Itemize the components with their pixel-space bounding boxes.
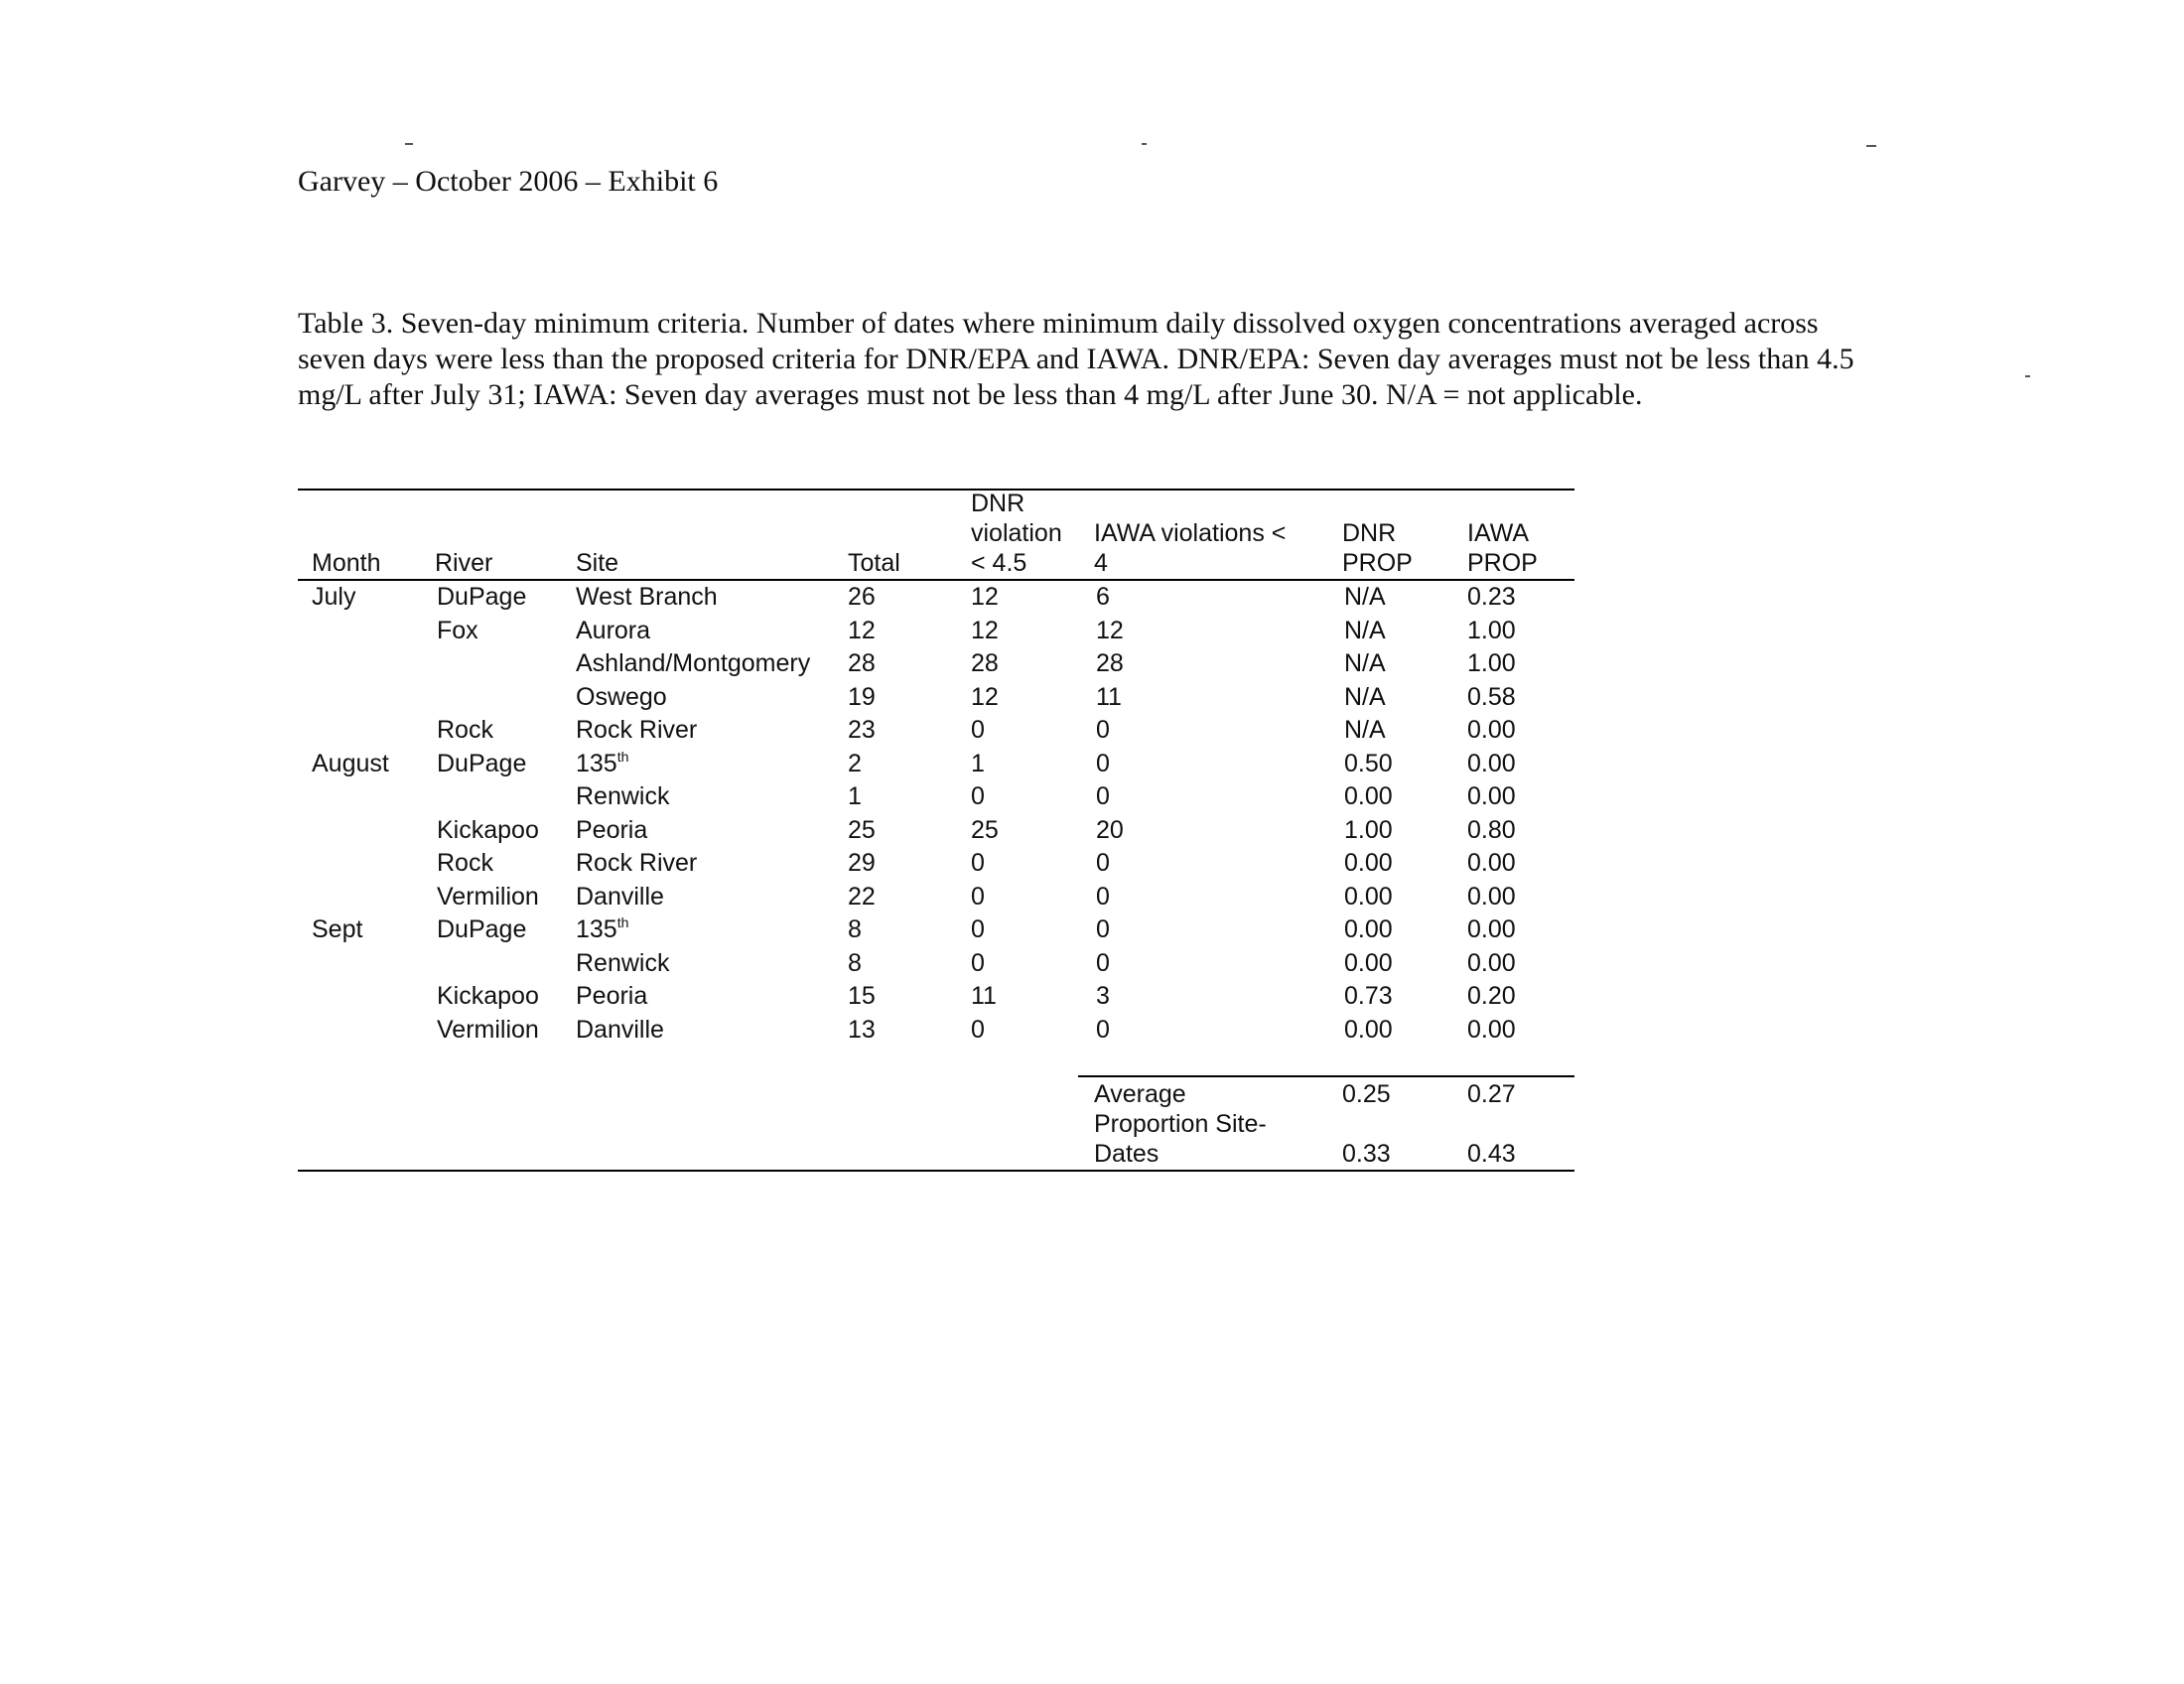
cell-iawa-prop: 0.58 bbox=[1467, 682, 1516, 711]
cell-iawa-violations: 0 bbox=[1096, 849, 1110, 877]
summary-proportion-dnr: 0.33 bbox=[1342, 1140, 1391, 1168]
col-header-line: violation bbox=[971, 519, 1062, 547]
cell-iawa-violations: 3 bbox=[1096, 982, 1110, 1010]
cell-dnr-violation: 0 bbox=[971, 948, 985, 977]
site-name: 135 bbox=[576, 915, 617, 943]
table-bottom-rule bbox=[298, 1170, 1574, 1172]
col-header-river: River bbox=[435, 549, 493, 577]
cell-iawa-prop: 0.00 bbox=[1467, 1015, 1516, 1044]
cell-total: 15 bbox=[848, 982, 876, 1010]
summary-average-iawa: 0.27 bbox=[1467, 1080, 1516, 1108]
cell-total: 26 bbox=[848, 583, 876, 611]
page-header: Garvey – October 2006 – Exhibit 6 bbox=[298, 165, 719, 198]
col-header-line: 4 bbox=[1094, 549, 1108, 577]
cell-iawa-violations: 11 bbox=[1096, 682, 1122, 711]
cell-river: DuPage bbox=[437, 749, 527, 777]
cell-total: 19 bbox=[848, 682, 876, 711]
cell-dnr-violation: 0 bbox=[971, 782, 985, 810]
cell-dnr-violation: 0 bbox=[971, 716, 985, 744]
summary-rule bbox=[1078, 1075, 1574, 1077]
cell-iawa-prop: 0.00 bbox=[1467, 749, 1516, 777]
cell-dnr-prop: N/A bbox=[1344, 616, 1386, 644]
cell-total: 13 bbox=[848, 1015, 876, 1044]
cell-iawa-violations: 28 bbox=[1096, 649, 1124, 677]
scan-speck bbox=[2025, 375, 2030, 377]
cell-site: Rock River bbox=[576, 849, 698, 877]
cell-iawa-prop: 0.00 bbox=[1467, 915, 1516, 943]
cell-iawa-violations: 0 bbox=[1096, 882, 1110, 911]
cell-iawa-prop: 1.00 bbox=[1467, 649, 1516, 677]
cell-total: 28 bbox=[848, 649, 876, 677]
cell-dnr-prop: 0.00 bbox=[1344, 1015, 1393, 1044]
col-header-line: < 4.5 bbox=[971, 549, 1027, 577]
cell-site: Oswego bbox=[576, 682, 667, 711]
cell-iawa-violations: 0 bbox=[1096, 1015, 1110, 1044]
cell-site: Danville bbox=[576, 1015, 664, 1044]
cell-dnr-violation: 25 bbox=[971, 815, 999, 844]
col-header-line: PROP bbox=[1467, 549, 1538, 577]
col-header-line: PROP bbox=[1342, 549, 1413, 577]
caption-line: mg/L after July 31; IAWA: Seven day averages must not be less than 4 mg/L after June 30. N/A = not applicable. bbox=[298, 378, 1643, 411]
cell-site: Danville bbox=[576, 882, 664, 911]
cell-iawa-prop: 0.00 bbox=[1467, 849, 1516, 877]
col-header-site: Site bbox=[576, 549, 619, 577]
cell-total: 2 bbox=[848, 749, 862, 777]
cell-total: 29 bbox=[848, 849, 876, 877]
cell-site: Aurora bbox=[576, 616, 651, 644]
cell-month: August bbox=[312, 749, 389, 777]
ordinal-suffix: th bbox=[616, 748, 629, 765]
header-rule bbox=[298, 579, 1574, 581]
summary-average-dnr: 0.25 bbox=[1342, 1080, 1391, 1108]
summary-proportion-label: Proportion Site- bbox=[1094, 1110, 1267, 1138]
col-header-line: IAWA violations < bbox=[1094, 519, 1287, 547]
caption-line: seven days were less than the proposed criteria for DNR/EPA and IAWA. DNR/EPA: Seven day averages must not be less than 4.5 bbox=[298, 343, 1854, 375]
cell-river: Vermilion bbox=[437, 882, 539, 911]
cell-site bbox=[576, 914, 628, 944]
cell-iawa-violations: 0 bbox=[1096, 782, 1110, 810]
cell-dnr-prop: 0.00 bbox=[1344, 882, 1393, 911]
cell-river: Rock bbox=[437, 849, 493, 877]
cell-dnr-violation: 11 bbox=[971, 982, 997, 1010]
col-header-iawa-prop bbox=[1467, 518, 1538, 578]
cell-site: West Branch bbox=[576, 583, 718, 611]
cell-dnr-violation: 0 bbox=[971, 915, 985, 943]
col-header-line: DNR bbox=[1342, 519, 1397, 547]
cell-iawa-prop: 0.00 bbox=[1467, 882, 1516, 911]
cell-dnr-violation: 28 bbox=[971, 649, 999, 677]
cell-river: DuPage bbox=[437, 583, 527, 611]
cell-month: Sept bbox=[312, 915, 363, 943]
cell-total: 8 bbox=[848, 948, 862, 977]
cell-iawa-prop: 0.80 bbox=[1467, 815, 1516, 844]
table-top-rule bbox=[298, 489, 1574, 491]
cell-river: Vermilion bbox=[437, 1015, 539, 1044]
cell-iawa-prop: 1.00 bbox=[1467, 616, 1516, 644]
cell-dnr-prop: N/A bbox=[1344, 682, 1386, 711]
cell-river: Rock bbox=[437, 716, 493, 744]
cell-dnr-violation: 1 bbox=[971, 749, 985, 777]
cell-site: Renwick bbox=[576, 782, 670, 810]
cell-dnr-prop: 0.00 bbox=[1344, 782, 1393, 810]
caption-line: Table 3. Seven-day minimum criteria. Number of dates where minimum daily dissolved oxygen concentrations averaged across bbox=[298, 307, 1819, 340]
cell-site: Rock River bbox=[576, 716, 698, 744]
cell-total: 1 bbox=[848, 782, 862, 810]
cell-river: Kickapoo bbox=[437, 982, 539, 1010]
ordinal-suffix: th bbox=[616, 914, 629, 930]
col-header-line: IAWA bbox=[1467, 519, 1530, 547]
cell-dnr-prop: 0.00 bbox=[1344, 948, 1393, 977]
col-header-total: Total bbox=[848, 549, 900, 577]
cell-iawa-violations: 0 bbox=[1096, 749, 1110, 777]
table-caption bbox=[298, 306, 1985, 413]
cell-river: Kickapoo bbox=[437, 815, 539, 844]
cell-dnr-violation: 0 bbox=[971, 1015, 985, 1044]
cell-dnr-prop: 0.73 bbox=[1344, 982, 1393, 1010]
cell-iawa-prop: 0.00 bbox=[1467, 782, 1516, 810]
cell-month: July bbox=[312, 583, 356, 611]
cell-dnr-prop: 0.50 bbox=[1344, 749, 1393, 777]
cell-site: Peoria bbox=[576, 815, 648, 844]
cell-total: 8 bbox=[848, 915, 862, 943]
cell-dnr-prop: N/A bbox=[1344, 649, 1386, 677]
cell-site: Renwick bbox=[576, 948, 670, 977]
col-header-dnr-prop bbox=[1342, 518, 1413, 578]
cell-dnr-violation: 0 bbox=[971, 849, 985, 877]
site-name: 135 bbox=[576, 749, 617, 777]
cell-iawa-prop: 0.20 bbox=[1467, 982, 1516, 1010]
col-header-iawa-violations bbox=[1094, 518, 1286, 578]
cell-total: 22 bbox=[848, 882, 876, 911]
cell-iawa-violations: 0 bbox=[1096, 716, 1110, 744]
col-header-dnr-violation bbox=[971, 489, 1062, 578]
cell-dnr-violation: 12 bbox=[971, 682, 999, 711]
cell-total: 23 bbox=[848, 716, 876, 744]
col-header-month: Month bbox=[312, 549, 381, 577]
summary-proportion-iawa: 0.43 bbox=[1467, 1140, 1516, 1168]
cell-dnr-violation: 12 bbox=[971, 583, 999, 611]
cell-total: 12 bbox=[848, 616, 876, 644]
col-header-line: DNR bbox=[971, 490, 1025, 517]
cell-dnr-prop: 0.00 bbox=[1344, 849, 1393, 877]
cell-iawa-prop: 0.00 bbox=[1467, 716, 1516, 744]
cell-iawa-violations: 12 bbox=[1096, 616, 1124, 644]
cell-iawa-violations: 6 bbox=[1096, 583, 1110, 611]
cell-dnr-prop: 1.00 bbox=[1344, 815, 1393, 844]
cell-dnr-violation: 12 bbox=[971, 616, 999, 644]
cell-total: 25 bbox=[848, 815, 876, 844]
cell-dnr-prop: N/A bbox=[1344, 716, 1386, 744]
cell-river: Fox bbox=[437, 616, 478, 644]
cell-iawa-violations: 20 bbox=[1096, 815, 1124, 844]
summary-proportion-label: Dates bbox=[1094, 1140, 1160, 1168]
cell-iawa-prop: 0.23 bbox=[1467, 583, 1516, 611]
scan-speck bbox=[1866, 145, 1876, 147]
cell-dnr-prop: N/A bbox=[1344, 583, 1386, 611]
scan-speck bbox=[1142, 143, 1147, 145]
cell-dnr-prop: 0.00 bbox=[1344, 915, 1393, 943]
cell-iawa-prop: 0.00 bbox=[1467, 948, 1516, 977]
cell-river: DuPage bbox=[437, 915, 527, 943]
scan-speck bbox=[405, 143, 413, 145]
cell-site bbox=[576, 749, 628, 778]
cell-site: Peoria bbox=[576, 982, 648, 1010]
cell-dnr-violation: 0 bbox=[971, 882, 985, 911]
cell-site: Ashland/Montgomery bbox=[576, 649, 811, 677]
cell-iawa-violations: 0 bbox=[1096, 948, 1110, 977]
summary-average-label: Average bbox=[1094, 1080, 1186, 1108]
cell-iawa-violations: 0 bbox=[1096, 915, 1110, 943]
